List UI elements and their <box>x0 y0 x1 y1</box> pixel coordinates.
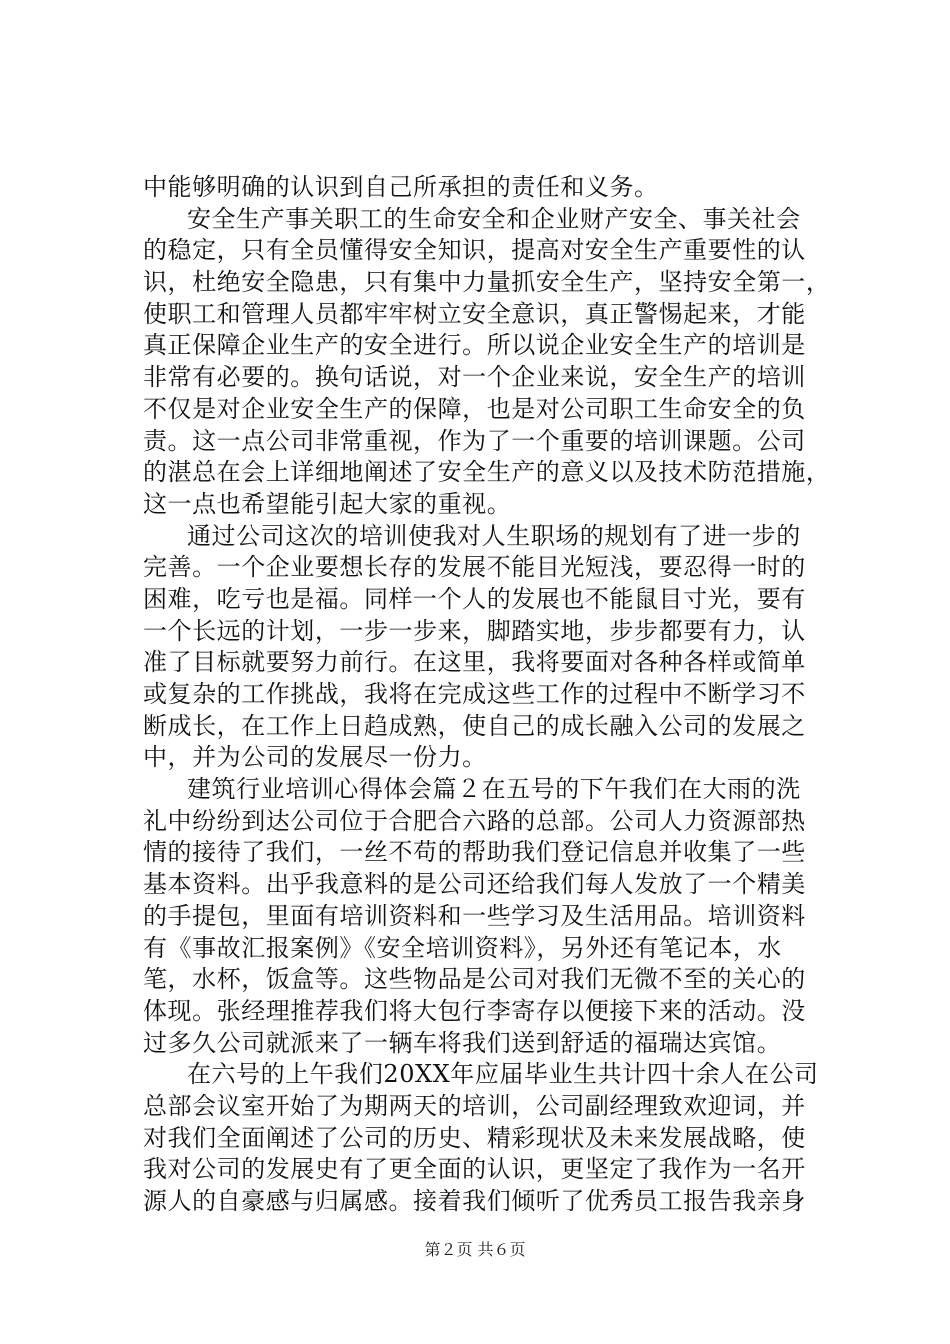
text-line: 不仅是对企业安全生产的保障，也是对公司职工生命安全的负 <box>143 394 806 423</box>
text-line: 使职工和管理人员都牢牢树立安全意识，真正警惕起来，才能 <box>143 299 806 328</box>
paragraph-start-line: 建筑行业培训心得体会篇２在五号的下午我们在大雨的洗 <box>187 775 801 804</box>
text-line: 责。这一点公司非常重视，作为了一个重要的培训课题。公司 <box>143 426 806 455</box>
text-line: 困难，吃亏也是福。同样一个人的发展也不能鼠目寸光，要有 <box>143 584 806 613</box>
text-line: 完善。一个企业要想长存的发展不能目光短浅，要忍得一时的 <box>143 553 806 582</box>
text-line: 有《事故汇报案例》《安全培训资料》，另外还有笔记本，水 <box>143 933 782 962</box>
text-line: 非常有必要的。换句话说，对一个企业来说，安全生产的培训 <box>143 363 806 392</box>
text-line: 源人的自豪感与归属感。接着我们倾听了优秀员工报告我亲身 <box>143 1187 806 1215</box>
text-line: 中能够明确的认识到自己所承担的责任和义务。 <box>143 173 659 201</box>
paragraph-start-line: 通过公司这次的培训使我对人生职场的规划有了进一步的 <box>187 521 801 550</box>
text-line: 笔，水杯，饭盒等。这些物品是公司对我们无微不至的关心的 <box>143 965 806 994</box>
body-text <box>143 172 838 1218</box>
text-line: 一个长远的计划，一步一步来，脚踏实地，步步都要有力，认 <box>143 616 806 645</box>
text-line: 识，杜绝安全隐患，只有集中力量抓安全生产，坚持安全第一， <box>143 268 831 297</box>
text-line: 的手提包，里面有培训资料和一些学习及生活用品。培训资料 <box>143 901 806 930</box>
text-line: 礼中纷纷到达公司位于合肥合六路的总部。公司人力资源部热 <box>143 806 806 835</box>
paragraph-start-line: 安全生产事关职工的生命安全和企业财产安全、事关社会 <box>187 204 801 233</box>
text-line: 这一点也希望能引起大家的重视。 <box>143 489 512 518</box>
paragraph-start-line: 在六号的上午我们20XX年应届毕业生共计四十余人在公司 <box>187 1060 819 1089</box>
text-line: 或复杂的工作挑战，我将在完成这些工作的过程中不断学习不 <box>143 680 806 708</box>
text-line: 情的接待了我们，一丝不苟的帮助我们登记信息并收集了一些 <box>143 838 806 867</box>
text-line: 基本资料。出乎我意料的是公司还给我们每人发放了一个精美 <box>143 870 806 899</box>
text-line: 真正保障企业生产的安全进行。所以说企业安全生产的培训是 <box>143 331 806 360</box>
page-number-footer: 第２页 共６页 <box>424 1240 526 1259</box>
text-line: 断成长，在工作上日趋成熟，使自己的成长融入公司的发展之 <box>143 711 806 740</box>
text-line: 过多久公司就派来了一辆车将我们送到舒适的福瑞达宾馆。 <box>143 1028 782 1057</box>
text-line: 的湛总在会上详细地阐述了安全生产的意义以及技术防范措施， <box>143 458 831 487</box>
text-line: 体现。张经理推荐我们将大包行李寄存以便接下来的活动。没 <box>143 996 806 1025</box>
text-line: 对我们全面阐述了公司的历史、精彩现状及未来发展战略，使 <box>143 1123 806 1152</box>
text-line: 中，并为公司的发展尽一份力。 <box>143 743 487 772</box>
text-line: 我对公司的发展史有了更全面的认识，更坚定了我作为一名开 <box>143 1155 806 1184</box>
text-line: 总部会议室开始了为期两天的培训，公司副经理致欢迎词，并 <box>143 1091 806 1120</box>
text-line: 准了目标就要努力前行。在这里，我将要面对各种各样或简单 <box>143 648 806 677</box>
text-line: 的稳定，只有全员懂得安全知识，提高对安全生产重要性的认 <box>143 236 806 265</box>
